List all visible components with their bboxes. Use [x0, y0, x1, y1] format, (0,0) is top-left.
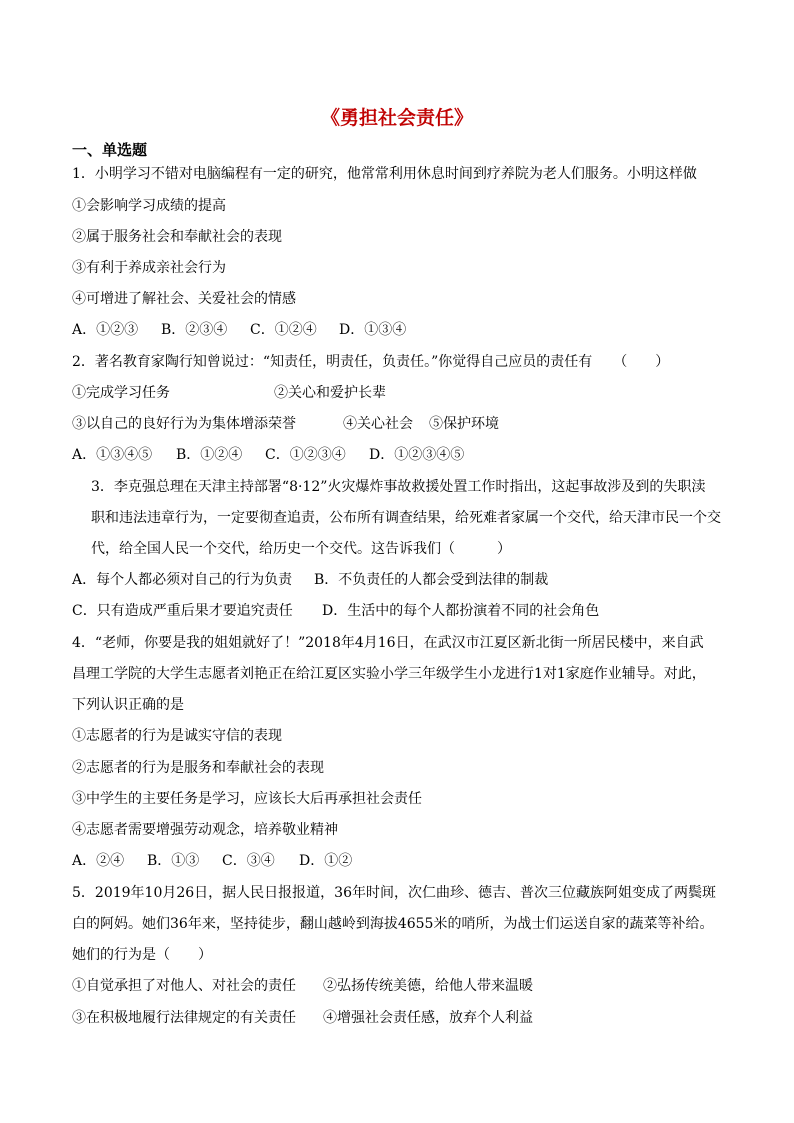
- question-4-option-a: A．②④: [72, 853, 125, 869]
- question-3-stem-line-3: 代，给全国人民一个交代，给历史一个交代。这告诉我们（ ）: [91, 541, 511, 557]
- question-2-option-a: A．①③④⑤: [72, 447, 153, 463]
- question-5-statement-2: ②弘扬传统美德，给他人带来温暖: [323, 978, 533, 994]
- question-4-option-d: D．①②: [299, 853, 353, 869]
- question-2-statements-row-2: [72, 414, 499, 434]
- question-5-statements-row-1: [72, 976, 533, 996]
- question-1-statement-1: ①会影响学习成绩的提高: [72, 198, 226, 214]
- question-5-stem-line-1: 5．2019年10月26日，据人民日报报道，36年时间，次仁曲珍、德吉、普次三位藏族阿姐变成了两鬓斑: [72, 885, 716, 901]
- question-2-statement-3: ③以自己的良好行为为集体增添荣誉: [72, 416, 296, 432]
- question-4-stem-line-3: 下列认识正确的是: [72, 697, 184, 713]
- question-4-stem-line-2: 昌理工学院的大学生志愿者刘艳正在给江夏区实验小学三年级学生小龙进行1对1家庭作业辅导。对此，: [72, 666, 706, 682]
- question-2-option-c: C．①②③④: [265, 447, 346, 463]
- question-2-statement-5: ⑤保护环境: [429, 416, 499, 432]
- question-3-options-row-2: [72, 601, 599, 621]
- question-2-option-d: D．①②③④⑤: [369, 447, 465, 463]
- question-2-statements-row-1: [72, 383, 386, 403]
- question-2-stem: 2．著名教育家陶行知曾说过：“知责任，明责任，负责任。”你觉得自己应员的责任有 （ ）: [72, 354, 670, 370]
- question-2-option-b: B．①②④: [176, 447, 243, 463]
- question-4-statement-1: ①志愿者的行为是诚实守信的表现: [72, 728, 282, 744]
- question-5-statement-4: ④增强社会责任感，放弃个人利益: [323, 1010, 533, 1026]
- section-heading: 一、单选题: [72, 141, 148, 159]
- question-2-statement-1: ①完成学习任务: [72, 385, 170, 401]
- question-2-options: [72, 445, 464, 465]
- question-5-statement-3: ③在积极地履行法律规定的有关责任: [72, 1010, 296, 1026]
- question-4-option-b: B．①③: [147, 853, 200, 869]
- question-4-stem-line-1: 4．“老师，你要是我的姐姐就好了！”2018年4月16日，在武汉市江夏区新北街一所居民楼中，来自武: [72, 635, 704, 651]
- question-2-statement-2: ②关心和爱护长辈: [274, 385, 386, 401]
- question-5-statements-row-2: [72, 1008, 533, 1028]
- question-3-options-row-1: [72, 570, 548, 590]
- question-3-option-a: A．每个人都必须对自己的行为负责: [72, 572, 293, 588]
- question-1-option-c: C．①②④: [250, 322, 317, 338]
- question-3-stem-line-2: 职和违法违章行为，一定要彻查追责，公布所有调查结果，给死难者家属一个交代，给天津市民一个交: [91, 510, 721, 526]
- question-4-options: [72, 851, 352, 871]
- question-4-statement-2: ②志愿者的行为是服务和奉献社会的表现: [72, 760, 324, 776]
- question-5-stem-line-3: 她们的行为是（ ）: [72, 947, 212, 963]
- question-3-option-d: D．生活中的每个人都扮演着不同的社会角色: [322, 603, 600, 619]
- question-5-stem-line-2: 白的阿妈。她们36年来，坚持徒步，翻山越岭到海拔4655米的哨所，为战士们运送自家的蔬菜等补给。: [72, 916, 714, 932]
- question-1-option-d: D．①③④: [339, 322, 407, 338]
- question-4-option-c: C．③④: [222, 853, 275, 869]
- question-3-option-c: C．只有造成严重后果才要追究责任: [72, 603, 293, 619]
- question-2-statement-4: ④关心社会: [343, 416, 413, 432]
- question-1-option-a: A．①②③: [72, 322, 139, 338]
- question-5-statement-1: ①自觉承担了对他人、对社会的责任: [72, 978, 296, 994]
- question-3-option-b: B．不负责任的人都会受到法律的制裁: [314, 572, 549, 588]
- question-1-option-b: B．②③④: [161, 322, 228, 338]
- question-1-options: [72, 320, 406, 340]
- question-3-stem-line-1: 3．李克强总理在天津主持部署“8·12”火灾爆炸事故救援处置工作时指出，这起事故涉及到的失职渎: [91, 479, 706, 495]
- question-4-statement-4: ④志愿者需要增强劳动观念，培养敬业精神: [72, 822, 338, 838]
- question-1-stem: 1．小明学习不错对电脑编程有一定的研究，他常常利用休息时间到疗养院为老人们服务。小明这样做: [72, 166, 697, 182]
- question-4-statement-3: ③中学生的主要任务是学习，应该长大后再承担社会责任: [72, 791, 422, 807]
- question-1-statement-3: ③有利于养成亲社会行为: [72, 260, 226, 276]
- question-1-statement-2: ②属于服务社会和奉献社会的表现: [72, 229, 282, 245]
- page-title: 《勇担社会责任》: [320, 107, 473, 129]
- question-1-statement-4: ④可增进了解社会、关爱社会的情感: [72, 291, 296, 307]
